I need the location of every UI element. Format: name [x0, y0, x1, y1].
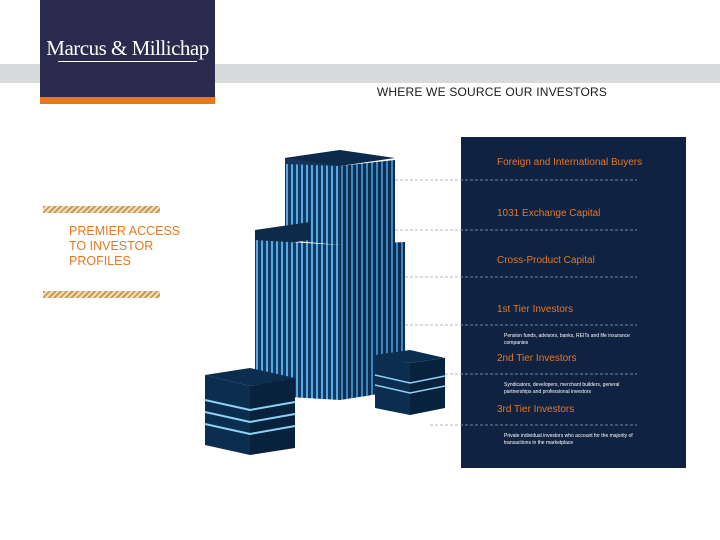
office-building-icon	[195, 150, 455, 460]
source-label-tier3: 3rd Tier Investors	[497, 404, 575, 415]
source-label-tier2: 2nd Tier Investors	[497, 353, 577, 364]
slide-title: WHERE WE SOURCE OUR INVESTORS	[376, 85, 608, 99]
source-label-cross-product: Cross-Product Capital	[497, 255, 595, 266]
source-label-foreign: Foreign and International Buyers	[497, 157, 643, 168]
source-label-tier1: 1st Tier Investors	[497, 304, 574, 315]
source-desc-tier2: Syndicators, developers, merchant builders, general partnerships and professional investors	[504, 382, 620, 395]
source-desc-tier3: Private individual investors who account for the majority of transactions in the marketplace	[504, 433, 633, 446]
source-label-1031: 1031 Exchange Capital	[497, 208, 601, 219]
premier-access-callout: PREMIER ACCESS TO INVESTOR PROFILES	[69, 224, 181, 268]
source-desc-tier1: Pension funds, advisors, banks, REITs and life insurance companies	[504, 333, 630, 346]
logo-wordmark: Marcus & Millichap	[46, 36, 209, 60]
